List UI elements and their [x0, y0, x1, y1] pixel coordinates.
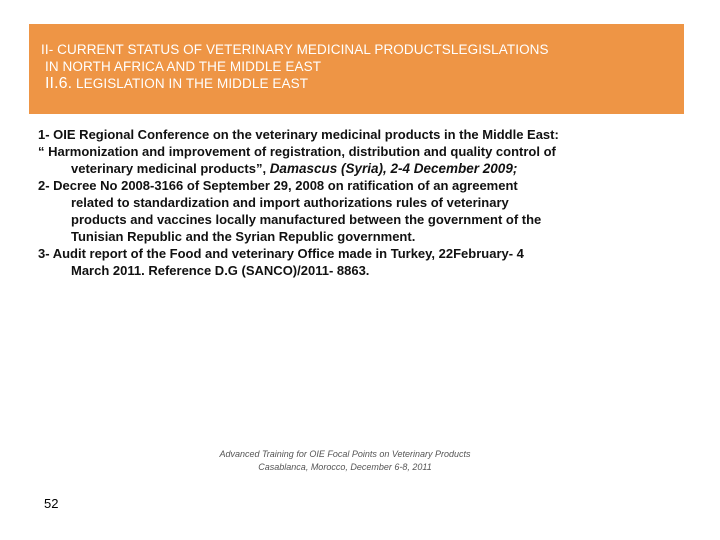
- title-line-3: [41, 75, 684, 92]
- slide-number: 52: [44, 496, 59, 511]
- section-title: LEGISLATION IN THE MIDDLE EAST: [72, 76, 309, 91]
- footer-line-1: Advanced Training for OIE Focal Points on Veterinary Products: [219, 449, 471, 459]
- reference-3-line-1: 3- Audit report of the Food and veterinary Office made in Turkey, 22February- 4: [38, 246, 524, 261]
- reference-1-line-2: “ Harmonization and improvement of registration, distribution and quality control of: [38, 144, 556, 159]
- section-number: II.6.: [45, 75, 73, 92]
- reference-2-line-4: Tunisian Republic and the Syrian Republic government.: [71, 229, 416, 244]
- footer-line-2: Casablanca, Morocco, December 6-8, 2011: [258, 462, 432, 472]
- reference-2-line-1: 2- Decree No 2008-3166 of September 29, 2008 on ratification of an agreement: [38, 178, 518, 193]
- title-line-2: IN NORTH AFRICA AND THE MIDDLE EAST: [45, 59, 322, 74]
- reference-list: [38, 126, 658, 279]
- reference-item-2: [38, 177, 658, 245]
- reference-item-1: [38, 126, 658, 177]
- reference-1-line-1: 1- OIE Regional Conference on the veterinary medicinal products in the Middle East:: [38, 127, 559, 142]
- reference-2-line-3: products and vaccines locally manufactured between the government of the: [71, 212, 542, 227]
- title-line-1: II- CURRENT STATUS OF VETERINARY MEDICINAL PRODUCTSLEGISLATIONS: [41, 42, 549, 57]
- reference-1-text: veterinary medicinal products”,: [71, 161, 270, 176]
- reference-3-line-2: March 2011. Reference D.G (SANCO)/2011- 8863.: [71, 263, 370, 278]
- reference-item-3: [38, 245, 658, 279]
- reference-1-line-3: [38, 160, 658, 177]
- slide-footer: [120, 448, 570, 474]
- reference-2-line-2: related to standardization and import authorizations rules of veterinary: [71, 195, 509, 210]
- title-banner: [29, 24, 684, 114]
- reference-1-place-date: Damascus (Syria), 2-4 December 2009;: [269, 161, 518, 176]
